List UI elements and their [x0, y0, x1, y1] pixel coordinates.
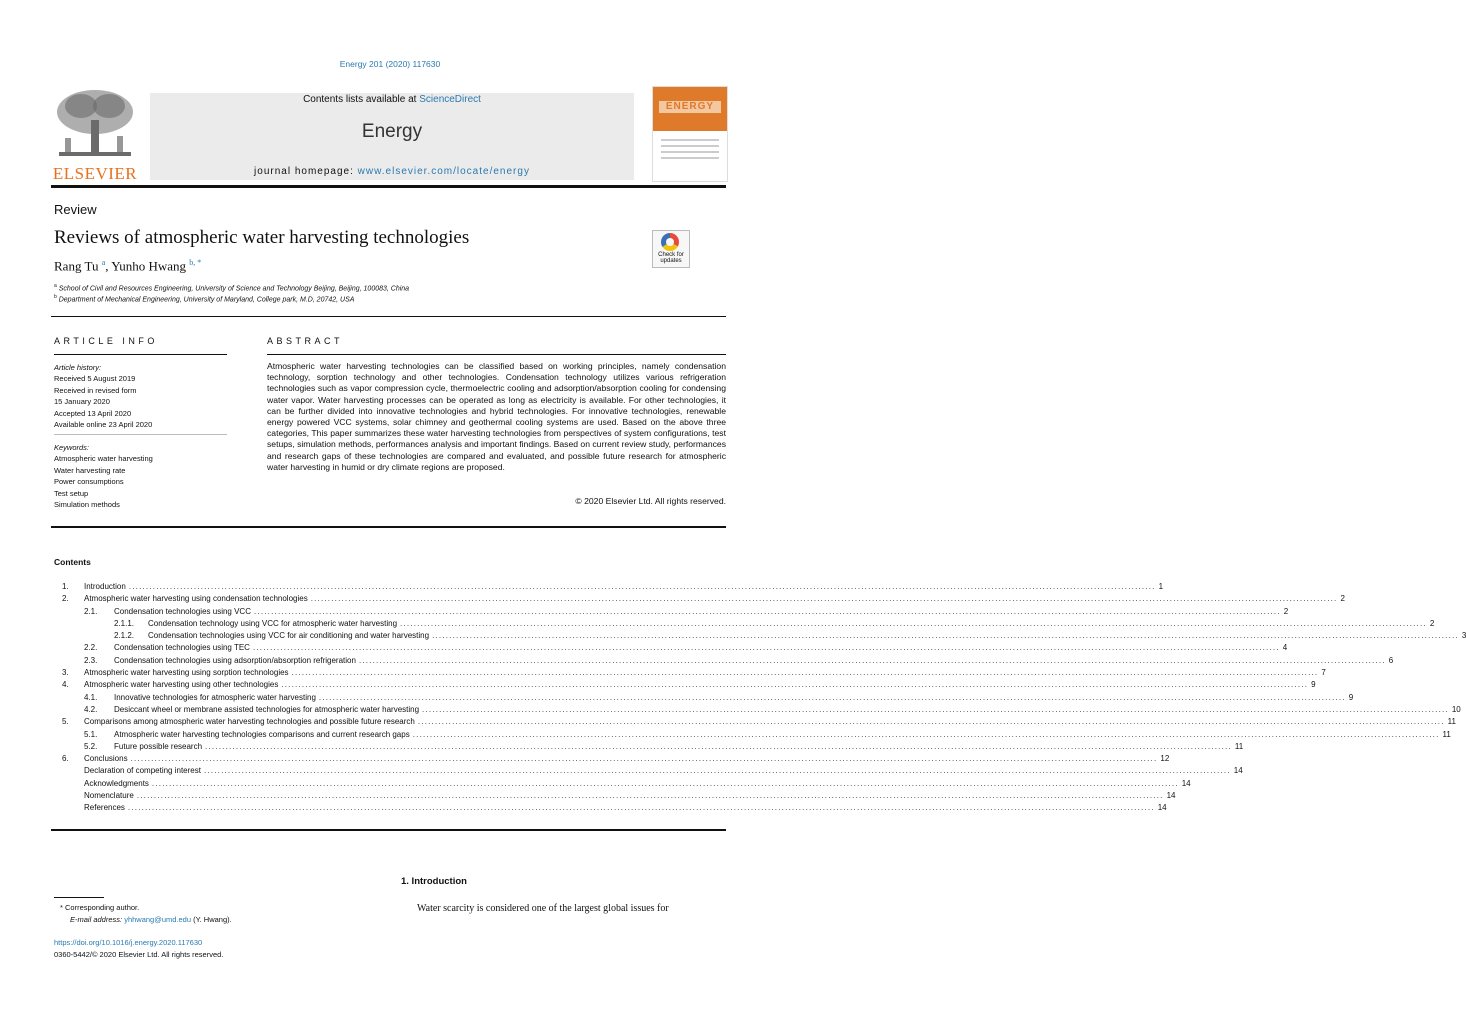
abstract-rule [267, 354, 726, 355]
toc-leader-dots: ............................................................................................................................................................................................................................................................................................................ [291, 668, 1319, 678]
contents-bottom-rule [51, 829, 726, 831]
toc-entry-title[interactable]: Comparisons among atmospheric water harvesting technologies and possible future research [84, 717, 415, 727]
toc-entry-title[interactable]: Acknowledgments [84, 778, 149, 788]
toc-entry-page[interactable]: 11 [1442, 729, 1451, 739]
toc-entry-number: 4. [62, 680, 69, 690]
toc-entry-number: 4.1. [84, 692, 98, 702]
email-note: E-mail address: yhhwang@umd.edu (Y. Hwang). [70, 914, 232, 924]
toc-entry-page[interactable]: 7 [1321, 668, 1326, 678]
toc-entry-page[interactable]: 4 [1282, 643, 1288, 653]
toc-entry[interactable] [62, 655, 1394, 668]
title-block-rule [51, 316, 726, 317]
toc-leader-dots: ............................................................................................................................................................................................................................................................................................................ [310, 594, 1338, 604]
toc-entry-title[interactable]: Introduction [84, 582, 126, 591]
toc-entry-page[interactable]: 11 [1234, 741, 1244, 751]
toc-entry[interactable] [62, 680, 1316, 692]
toc-entry[interactable] [62, 631, 1466, 643]
sciencedirect-link[interactable]: ScienceDirect [419, 94, 481, 105]
affiliation-b: $^b$ Department of Mechanical Engineering, University of Maryland, College park, M.D, 20742, USA [54, 294, 355, 304]
header-rule [51, 185, 726, 188]
keywords-rule [54, 434, 227, 435]
article-title: Reviews of atmospheric water harvesting technologies [54, 227, 470, 248]
toc-leader-dots: ............................................................................................................................................................................................................................................................................................................ [151, 778, 1179, 788]
toc-entry-number: 2.1.1. [114, 618, 135, 628]
toc-entry-title[interactable]: Innovative technologies for atmospheric water harvesting [114, 692, 316, 702]
journal-cover-thumbnail[interactable] [652, 86, 728, 182]
toc-entry-number: 2.1. [84, 606, 98, 616]
toc-entry[interactable] [62, 668, 1326, 680]
introduction-first-line: Water scarcity is considered one of the largest global issues for [417, 903, 669, 914]
toc-entry[interactable] [62, 803, 1167, 815]
publisher-wordmark: ELSEVIER [52, 164, 138, 183]
toc-entry-number: 5.2. [84, 741, 98, 751]
keywords-label: Keywords: [54, 443, 90, 452]
toc-entry[interactable] [62, 766, 1243, 778]
toc-entry[interactable] [62, 729, 1451, 742]
footnote-rule [54, 897, 104, 898]
history-label: Article history: [54, 363, 102, 372]
toc-entry-title[interactable]: Atmospheric water harvesting technologies comparisons and current research gaps [114, 729, 410, 739]
history-item: Received in revised form [54, 385, 137, 395]
article-type: Review [54, 202, 97, 217]
toc-entry-number: 4.2. [84, 704, 98, 714]
toc-entry-number: 2. [62, 594, 69, 604]
toc-leader-dots: ............................................................................................................................................................................................................................................................................................................ [432, 631, 1459, 641]
toc-entry-page[interactable]: 11 [1447, 717, 1456, 727]
affiliation-a: $^a$ School of Civil and Resources Engineering, University of Science and Technology Beijing, Beijing, 100083, China [54, 283, 410, 293]
author-affiliation-mark[interactable]: a [101, 258, 106, 267]
author-list: Rang Tu $^a$, Yunho Hwang $^{b, *}$ [54, 258, 202, 274]
toc-entry-title[interactable]: References [84, 803, 125, 813]
issn-line: 0360-5442/© 2020 Elsevier Ltd. All rights reserved. [54, 950, 224, 959]
toc-entry-page[interactable]: 14 [1166, 791, 1176, 801]
toc-entry-title[interactable]: Atmospheric water harvesting using condensation technologies [84, 594, 308, 604]
toc-leader-dots: ............................................................................................................................................................................................................................................................................................................ [128, 582, 1156, 591]
toc-entry-title[interactable]: Atmospheric water harvesting using other technologies [84, 680, 279, 690]
toc-entry[interactable] [62, 692, 1354, 705]
journal-homepage-link[interactable]: www.elsevier.com/locate/energy [357, 166, 530, 177]
toc-entry[interactable] [62, 582, 1164, 594]
cover-title: ENERGY [659, 101, 721, 113]
keyword[interactable]: Simulation methods [54, 500, 120, 510]
toc-entry-page[interactable]: 2 [1429, 618, 1435, 628]
toc-leader-dots: ............................................................................................................................................................................................................................................................................................................ [252, 643, 1280, 653]
abstract-copyright: © 2020 Elsevier Ltd. All rights reserved. [575, 496, 726, 506]
history-item: Received 5 August 2019 [54, 374, 136, 384]
crossmark-icon [661, 233, 679, 251]
toc-entry-title[interactable]: Condensation technologies using VCC [114, 606, 251, 616]
contents-heading: Contents [54, 557, 91, 567]
toc-entry-page[interactable]: 2 [1283, 606, 1289, 616]
toc-leader-dots: ............................................................................................................................................................................................................................................................................................................ [281, 680, 1309, 690]
author-name[interactable]: Yunho Hwang [111, 258, 187, 274]
keyword[interactable]: Power consumptions [54, 477, 124, 487]
cover-text-lines [653, 135, 727, 163]
toc-entry-page[interactable]: 14 [1157, 803, 1167, 813]
abstract-heading: ABSTRACT [267, 336, 344, 346]
history-item: Available online 23 April 2020 [54, 420, 153, 430]
toc-entry-title[interactable]: Desiccant wheel or membrane assisted technologies for atmospheric water harvesting [114, 704, 420, 714]
footnote [54, 902, 232, 925]
toc-entry-number: 5. [62, 717, 69, 727]
history-item: Accepted 13 April 2020 [54, 408, 132, 418]
toc-entry[interactable] [62, 618, 1435, 631]
toc-entry-number: 3. [62, 668, 69, 678]
toc-entry-title[interactable]: Condensation technologies using TEC [114, 643, 250, 653]
toc-entry-title[interactable]: Future possible research [114, 741, 203, 751]
toc-entry-page[interactable]: 2 [1340, 594, 1345, 604]
toc-entry[interactable] [62, 717, 1456, 729]
toc-leader-dots: ............................................................................................................................................................................................................................................................................................................ [127, 803, 1155, 813]
table-of-contents [62, 582, 1466, 816]
toc-leader-dots: ............................................................................................................................................................................................................................................................................................................ [205, 741, 1232, 751]
toc-entry-page[interactable]: 12 [1160, 754, 1170, 764]
toc-entry[interactable] [62, 791, 1176, 803]
crossmark-label: Check for updates [658, 252, 684, 264]
corresponding-author-note: * Corresponding author. [60, 903, 140, 912]
article-info-rule [54, 354, 227, 355]
history-item: 15 January 2020 [54, 397, 110, 407]
toc-entry-number: 2.3. [84, 655, 98, 665]
toc-entry-title[interactable]: Atmospheric water harvesting using sorption technologies [84, 668, 289, 678]
journal-homepage-line: journal homepage: www.elsevier.com/locate/energy [254, 166, 530, 177]
toc-entry-page[interactable]: 14 [1233, 766, 1243, 776]
toc-entry-page[interactable]: 9 [1348, 692, 1354, 702]
toc-entry[interactable] [62, 643, 1288, 655]
author-name[interactable]: Rang Tu [54, 258, 99, 274]
email-link[interactable]: yhhwang@umd.edu [124, 914, 192, 924]
toc-entry-page[interactable]: 9 [1311, 680, 1316, 690]
keyword[interactable]: Test setup [54, 488, 89, 498]
toc-leader-dots: ............................................................................................................................................................................................................................................................................................................ [136, 791, 1164, 801]
toc-entry-title[interactable]: Nomenclature [84, 791, 134, 801]
toc-entry-page[interactable]: 1 [1158, 582, 1164, 591]
toc-leader-dots: ............................................................................................................................................................................................................................................................................................................ [400, 618, 1427, 628]
keyword[interactable]: Atmospheric water harvesting [54, 454, 153, 464]
keywords-list [54, 442, 224, 510]
toc-entry[interactable] [62, 741, 1244, 754]
toc-leader-dots: ............................................................................................................................................................................................................................................................................................................ [203, 766, 1231, 776]
journal-name: Energy [361, 121, 423, 142]
article-info-heading: ARTICLE INFO [54, 336, 158, 346]
toc-entry[interactable] [62, 778, 1191, 791]
article-history [54, 362, 224, 430]
toc-entry-page[interactable]: 6 [1388, 655, 1394, 665]
toc-leader-dots: ............................................................................................................................................................................................................................................................................................................ [417, 717, 1445, 727]
toc-entry-number: 1. [62, 582, 69, 591]
toc-entry[interactable] [62, 754, 1170, 766]
toc-leader-dots: ............................................................................................................................................................................................................................................................................................................ [253, 606, 1281, 616]
toc-entry-number: 2.2. [84, 643, 98, 653]
toc-entry-title[interactable]: Condensation technologies using adsorption/absorption refrigeration [114, 655, 356, 665]
citation-link[interactable]: Energy 201 (2020) 117630 [339, 59, 441, 69]
toc-entry[interactable] [62, 606, 1289, 619]
toc-entry-title[interactable]: Declaration of competing interest [84, 766, 201, 776]
abstract-bottom-rule [51, 526, 726, 528]
toc-entry-title[interactable]: Condensation technologies using VCC for air conditioning and water harvesting [148, 631, 430, 641]
doi-link[interactable]: https://doi.org/10.1016/j.energy.2020.117630 [54, 938, 203, 947]
toc-entry-number: 6. [62, 754, 69, 764]
abstract-text: Atmospheric water harvesting technologies can be classified based on working principles, namely condensation technology, sorption technology and other technologies. Condensation technology utilizes various refrigeration technologies such as vapor compression cycle, thermoelectric cooling and adsorption/absorption cooling for condensing water vapor. Water harvesting processes can be operated as long as electricity is available. For other technologies, it can be further divided into innovative technologies and hybrid technologies. For innovative technologies, renewable energy powered VCC systems, solar chimney and geothermal cooling systems are used. Based on the above three categories, This paper summarizes these water harvesting technologies from perspectives of system configurations, test setups, simulation methods, performances analysis and important findings. Based on current review study, performances and research gaps of these technologies are compared and evaluated, and possible future research for atmospheric water harvesting in humid or dry climate regions are proposed. [267, 361, 726, 472]
check-for-updates-badge[interactable] [652, 230, 690, 268]
toc-leader-dots: ............................................................................................................................................................................................................................................................................................................ [412, 729, 1440, 739]
toc-leader-dots: ............................................................................................................................................................................................................................................................................................................ [318, 692, 1346, 702]
toc-leader-dots: ............................................................................................................................................................................................................................................................................................................ [358, 655, 1386, 665]
author-affiliation-mark[interactable]: b, * [189, 258, 202, 267]
contents-available-line: Contents lists available at ScienceDirect [303, 94, 481, 105]
introduction-heading: 1. Introduction [401, 876, 467, 887]
toc-entry[interactable] [62, 704, 1461, 717]
toc-entry[interactable] [62, 594, 1345, 606]
toc-leader-dots: ............................................................................................................................................................................................................................................................................................................ [422, 704, 1449, 714]
toc-entry-number: 5.1. [84, 729, 98, 739]
toc-leader-dots: ............................................................................................................................................................................................................................................................................................................ [130, 754, 1158, 764]
toc-entry-title[interactable]: Conclusions [84, 754, 128, 764]
toc-entry-number: 2.1.2. [114, 631, 135, 641]
toc-entry-page[interactable]: 10 [1451, 704, 1461, 714]
toc-entry-page[interactable]: 3 [1461, 631, 1466, 641]
keyword[interactable]: Water harvesting rate [54, 465, 126, 475]
toc-entry-title[interactable]: Condensation technology using VCC for atmospheric water harvesting [148, 618, 398, 628]
toc-entry-page[interactable]: 14 [1181, 778, 1191, 788]
